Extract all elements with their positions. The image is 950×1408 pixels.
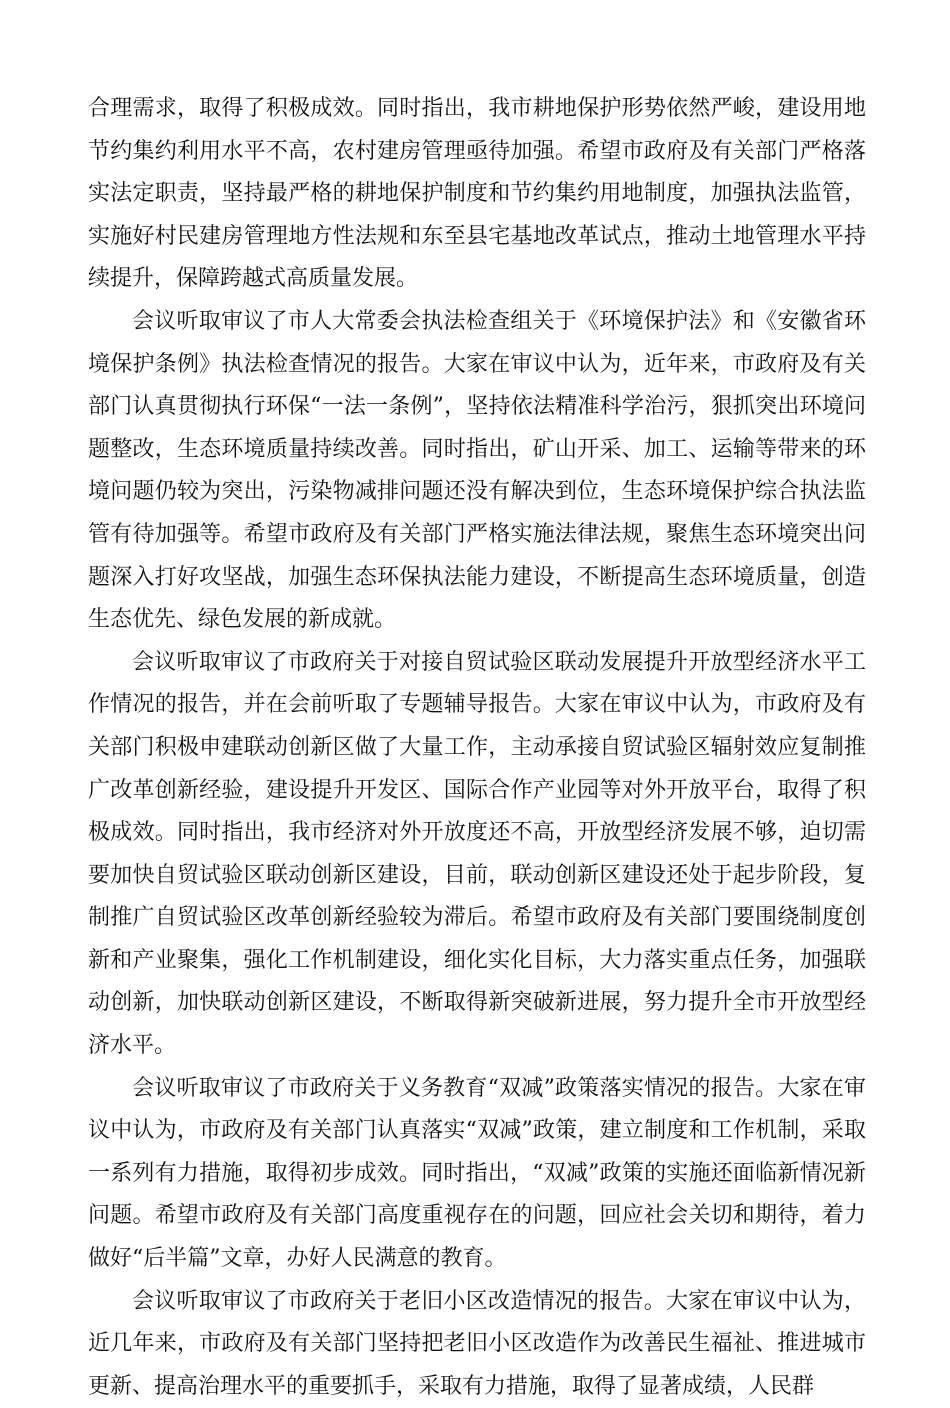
paragraph-land-management: 合理需求，取得了积极成效。同时指出，我市耕地保护形势依然严峻，建设用地节约集约利用水平不高，农村建房管理亟待加强。希望市政府及有关部门严格落实法定职责，坚持最严格的耕地保护制度和节约集约用地制度，加强执法监管，实施好村民建房管理地方性法规和东至县宅基地改革试点，推动土地管理水平持续提升，保障跨越式高质量发展。 xyxy=(88,96,866,292)
document-body xyxy=(88,88,866,1408)
paragraph-old-community-renovation: 会议听取审议了市政府关于老旧小区改造情况的报告。大家在审议中认为，近几年来，市政府及有关部门坚持把老旧小区改造作为改善民生福祉、推进城市更新、提高治理水平的重要抓手，采取有力措施，取得了显著成绩，人民群 xyxy=(88,1288,866,1399)
paragraph-free-trade-zone: 会议听取审议了市政府关于对接自贸试验区联动发展提升开放型经济水平工作情况的报告，并在会前听取了专题辅导报告。大家在审议中认为，市政府及有关部门积极申建联动创新区做了大量工作，主动承接自贸试验区辐射效应复制推广改革创新经验，建设提升开发区、国际合作产业园等对外开放平台，取得了积极成效。同时指出，我市经济对外开放度还不高，开放型经济发展不够，迫切需要加快自贸试验区联动创新区建设，目前，联动创新区建设还处于起步阶段，复制推广自贸试验区改革创新经验较为滞后。希望市政府及有关部门要围绕制度创新和产业聚集，强化工作机制建设，细化实化目标，大力落实重点任务，加强联动创新，加快联动创新区建设，不断取得新突破新进展，努力提升全市开放型经济水平。 xyxy=(88,649,866,1059)
paragraph-double-reduction: 会议听取审议了市政府关于义务教育“双减”政策落实情况的报告。大家在审议中认为，市政府及有关部门认真落实“双减”政策，建立制度和工作机制，采取一系列有力措施，取得初步成效。同时指出，“双减”政策的实施还面临新情况新问题。希望市政府及有关部门高度重视存在的问题，回应社会关切和期待，着力做好“后半篇”文章，办好人民满意的教育。 xyxy=(88,1075,866,1272)
paragraph-environmental-protection: 会议听取审议了市人大常委会执法检查组关于《环境保护法》和《安徽省环境保护条例》执法检查情况的报告。大家在审议中认为，近年来，市政府及有关部门认真贯彻执行环保“一法一条例”，坚持依法精准科学治污，狠抓突出环境问题整改，生态环境质量持续改善。同时指出，矿山开采、加工、运输等带来的环境问题仍较为突出，污染物减排问题还没有解决到位，生态环境保护综合执法监管有待加强等。希望市政府及有关部门严格实施法律法规，聚焦生态环境突出问题深入打好攻坚战，加强生态环保执法能力建设，不断提高生态环境质量，创造生态优先、绿色发展的新成就。 xyxy=(88,308,866,633)
